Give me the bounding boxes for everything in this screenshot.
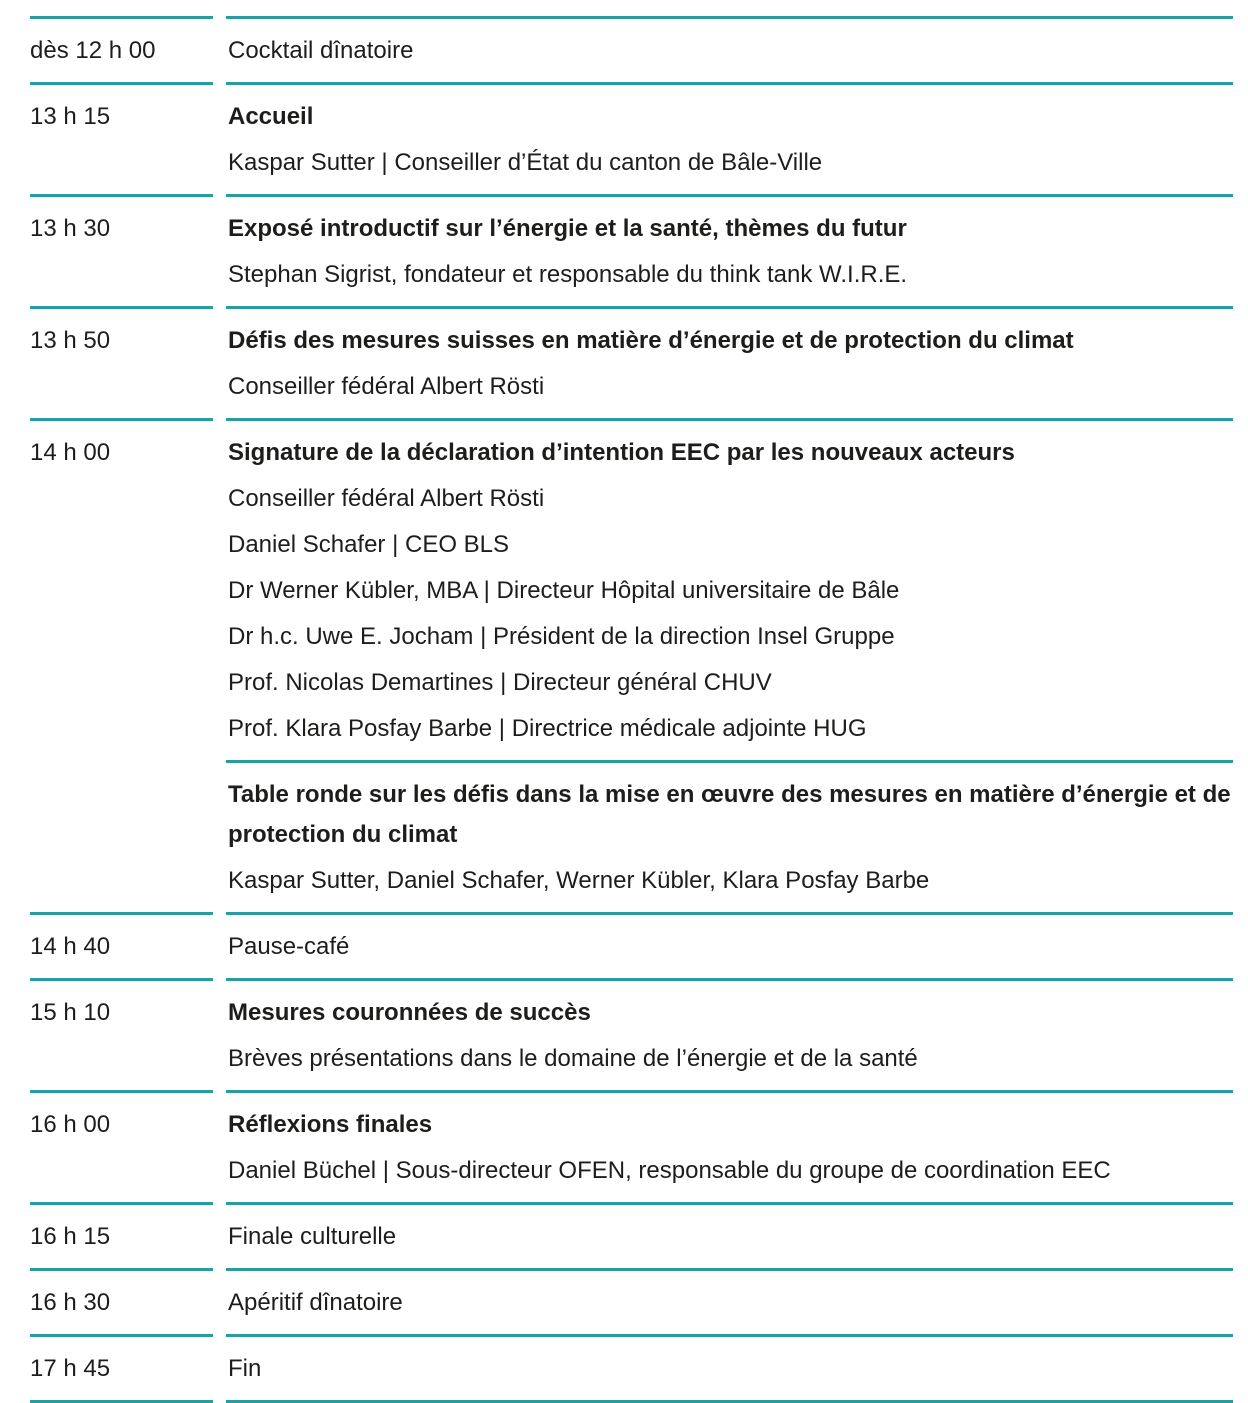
- schedule-row: [30, 194, 1233, 306]
- event-title: Mesures couronnées de succès: [228, 999, 591, 1026]
- event-detail: Dr Werner Kübler, MBA | Directeur Hôpital universitaire de Bâle: [228, 577, 900, 604]
- event-detail: Brèves présentations dans le domaine de l’énergie et de la santé: [228, 1045, 918, 1072]
- time-label: 13 h 30: [30, 215, 111, 242]
- schedule-row: [30, 418, 1233, 760]
- event-detail: Daniel Büchel | Sous-directeur OFEN, responsable du groupe de coordination EEC: [228, 1157, 1111, 1184]
- event-detail: Kaspar Sutter, Daniel Schafer, Werner Kübler, Klara Posfay Barbe: [228, 867, 930, 894]
- event-title: Accueil: [228, 103, 314, 130]
- time-label: 13 h 15: [30, 103, 111, 130]
- time-cell: [30, 912, 213, 978]
- time-label: 16 h 00: [30, 1111, 111, 1138]
- time-cell: [30, 16, 213, 82]
- event-cell: [226, 760, 1233, 912]
- schedule-row: [30, 16, 1233, 82]
- schedule-row: [30, 978, 1233, 1090]
- schedule-row: [30, 1202, 1233, 1268]
- event-cell: [226, 1090, 1233, 1202]
- event-title: Pause-café: [228, 933, 350, 960]
- event-title: Table ronde sur les défis dans la mise en œuvre des mesures en matière d’énergie et de protection du climat: [228, 781, 1231, 848]
- event-program-table: [30, 16, 1233, 1403]
- time-label: 16 h 15: [30, 1223, 111, 1250]
- schedule-row: [30, 912, 1233, 978]
- event-detail: Prof. Nicolas Demartines | Directeur général CHUV: [228, 669, 772, 696]
- event-cell: [226, 1202, 1233, 1268]
- event-cell: [226, 306, 1233, 418]
- schedule-row: [30, 1268, 1233, 1334]
- time-label: 17 h 45: [30, 1355, 111, 1382]
- event-detail: Conseiller fédéral Albert Rösti: [228, 373, 545, 400]
- event-detail: Kaspar Sutter | Conseiller d’État du canton de Bâle-Ville: [228, 149, 823, 176]
- time-label: 14 h 40: [30, 933, 111, 960]
- time-label: 14 h 00: [30, 439, 111, 466]
- schedule-row: [30, 1334, 1233, 1400]
- event-cell: [226, 1334, 1233, 1400]
- time-cell: [30, 306, 213, 418]
- time-cell: [30, 194, 213, 306]
- time-cell: [30, 1334, 213, 1400]
- event-detail: Conseiller fédéral Albert Rösti: [228, 485, 545, 512]
- time-cell: [30, 978, 213, 1090]
- time-label: 15 h 10: [30, 999, 111, 1026]
- time-cell: [30, 1268, 213, 1334]
- event-cell: [226, 978, 1233, 1090]
- schedule-row: [30, 760, 1233, 912]
- time-cell: [30, 418, 213, 760]
- event-cell: [226, 82, 1233, 194]
- event-cell: [226, 16, 1233, 82]
- schedule-row: [30, 306, 1233, 418]
- event-title: Défis des mesures suisses en matière d’énergie et de protection du climat: [228, 327, 1074, 354]
- event-title: Cocktail dînatoire: [228, 37, 414, 64]
- time-cell: [30, 82, 213, 194]
- event-cell: [226, 912, 1233, 978]
- schedule-row: [30, 1090, 1233, 1202]
- event-title: Exposé introductif sur l’énergie et la santé, thèmes du futur: [228, 215, 907, 242]
- event-title: Finale culturelle: [228, 1223, 397, 1250]
- time-label: 13 h 50: [30, 327, 111, 354]
- schedule-row: [30, 82, 1233, 194]
- event-detail: Prof. Klara Posfay Barbe | Directrice médicale adjointe HUG: [228, 715, 867, 742]
- time-cell: [30, 1202, 213, 1268]
- time-cell: [30, 1090, 213, 1202]
- event-cell: [226, 1268, 1233, 1334]
- event-detail: Daniel Schafer | CEO BLS: [228, 531, 510, 558]
- event-detail: Stephan Sigrist, fondateur et responsable du think tank W.I.R.E.: [228, 261, 908, 288]
- event-cell: [226, 418, 1233, 760]
- event-cell: [226, 194, 1233, 306]
- event-title: Apéritif dînatoire: [228, 1289, 403, 1316]
- event-title: Fin: [228, 1355, 262, 1382]
- event-title: Signature de la déclaration d’intention EEC par les nouveaux acteurs: [228, 439, 1015, 466]
- time-cell: [30, 760, 213, 912]
- time-label: 16 h 30: [30, 1289, 111, 1316]
- time-label: dès 12 h 00: [30, 37, 156, 64]
- event-detail: Dr h.c. Uwe E. Jocham | Président de la direction Insel Gruppe: [228, 623, 895, 650]
- event-title: Réflexions finales: [228, 1111, 433, 1138]
